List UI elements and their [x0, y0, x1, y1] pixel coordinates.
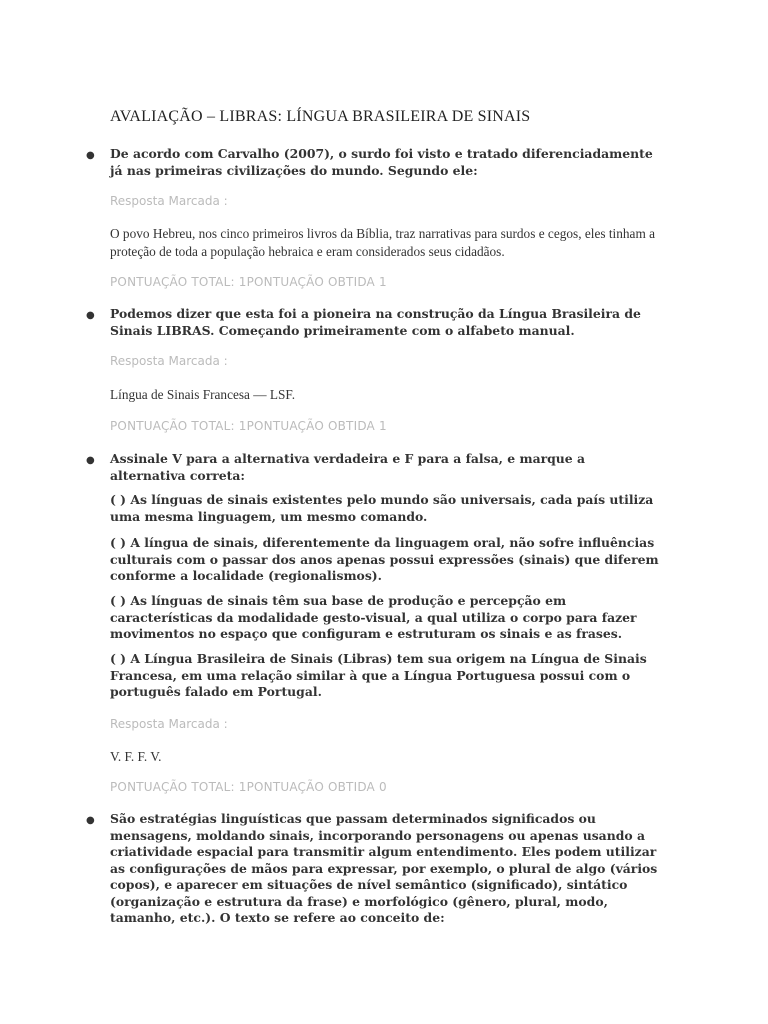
bullet-icon: ● — [86, 310, 95, 321]
answer-label: Resposta Marcada : — [110, 194, 228, 208]
page-title: AVALIAÇÃO – LIBRAS: LÍNGUA BRASILEIRA DE SINAIS — [110, 108, 531, 125]
score-line: PONTUAÇÃO TOTAL: 1PONTUAÇÃO OBTIDA 0 — [110, 780, 387, 794]
marked-answer: V. F. F. V. — [110, 749, 162, 764]
option-text: ( ) As línguas de sinais têm sua base de produção e percepção em características da modalidade gesto-visual, a qual utiliza o corpo para fazer movimentos no espaço que configuram e estruturam os sinais e as frases. — [110, 593, 637, 641]
bullet-icon: ● — [86, 150, 95, 161]
score-line: PONTUAÇÃO TOTAL: 1PONTUAÇÃO OBTIDA 1 — [110, 275, 387, 289]
question-text: De acordo com Carvalho (2007), o surdo foi visto e tratado diferenciadamente já nas primeiras civilizações do mundo. Segundo ele: — [110, 146, 653, 178]
option-text: ( ) A língua de sinais, diferentemente da linguagem oral, não sofre influências culturais com o passar dos anos apenas possui expressões (sinais) que diferem conforme a localidade (regionalismos). — [110, 535, 659, 583]
question-text: Podemos dizer que esta foi a pioneira na construção da Língua Brasileira de Sinais LIBRAS. Começando primeiramente com o alfabeto manual. — [110, 306, 641, 338]
question-text: São estratégias linguísticas que passam determinados significados ou mensagens, moldando sinais, incorporando personagens ou apenas usando a criatividade espacial para transmitir algum entendimento. Eles podem utilizar as configurações de mãos para expressar, por exemplo, o plural de algo (vários copos), e aparecer em situações de nível semântico (significado), sintático (organização e estrutura da frase) e morfológico (gênero, plural, modo, tamanho, etc.). O texto se refere ao conceito de: — [110, 811, 658, 925]
bullet-icon: ● — [86, 815, 95, 826]
option-text: ( ) A Língua Brasileira de Sinais (Libras) tem sua origem na Língua de Sinais Francesa, em uma relação similar à que a Língua Portuguesa possui com o português falado em Portugal. — [110, 651, 647, 699]
bullet-icon: ● — [86, 455, 95, 466]
answer-label: Resposta Marcada : — [110, 717, 228, 731]
marked-answer: O povo Hebreu, nos cinco primeiros livros da Bíblia, traz narrativas para surdos e cegos, eles tinham a proteção de toda a população hebraica e eram considerados seus cidadãos. — [110, 226, 656, 259]
question-text: Assinale V para a alternativa verdadeira e F para a falsa, e marque a alternativa correta: — [110, 451, 586, 483]
score-line: PONTUAÇÃO TOTAL: 1PONTUAÇÃO OBTIDA 1 — [110, 419, 387, 433]
answer-label: Resposta Marcada : — [110, 354, 228, 368]
option-text: ( ) As línguas de sinais existentes pelo mundo são universais, cada país utiliza uma mesma linguagem, um mesmo comando. — [110, 492, 654, 524]
marked-answer: Língua de Sinais Francesa — LSF. — [110, 387, 296, 402]
